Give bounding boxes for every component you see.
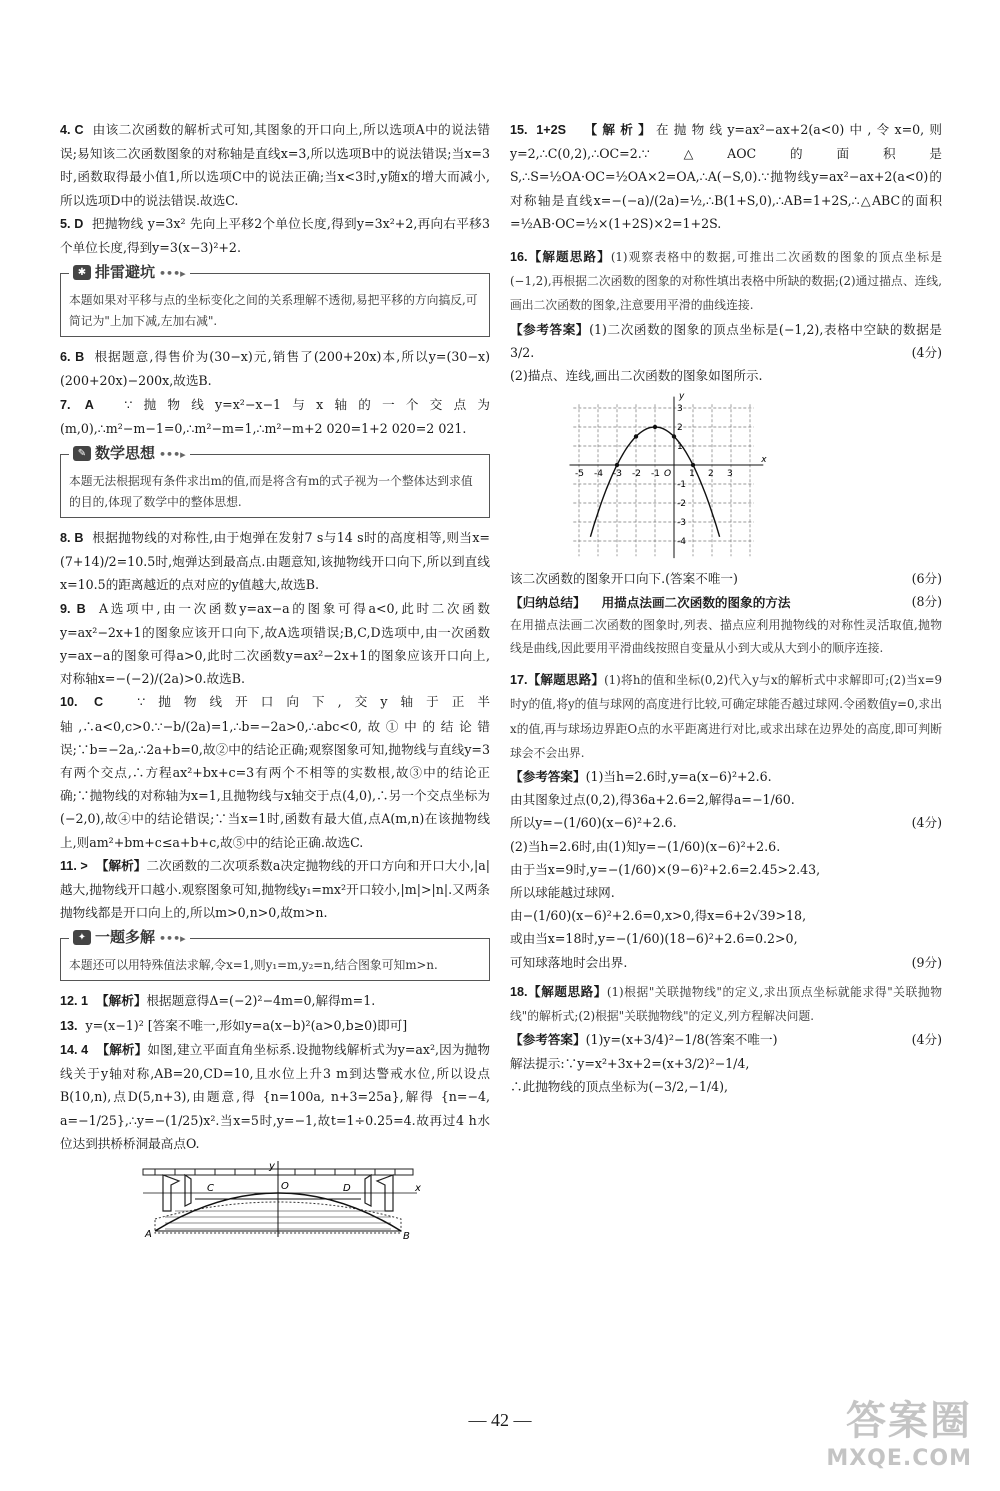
answer-q17-line2: 由其图象过点(0,2),得36a+2.6=2,解得a=−1/60. [510, 792, 795, 808]
left-column [60, 118, 490, 1243]
tip-box-pitfall: ✱ 排雷避坑 •••▸ 本题如果对平移与点的坐标变化之间的关系理解不透彻,易把平移的方向搞反,可简记为"上加下减,左加右减". [60, 273, 490, 337]
bomb-icon: ✱ [73, 265, 91, 280]
plot-point [653, 425, 657, 429]
x-tick-label: -1 [651, 469, 660, 480]
answer-q17-line8: 或由当x=18时,y=−(1/60)(18−6)²+2.6=0.2>0, [510, 931, 798, 947]
answer-q6: 6. B 根据题意,得售价为(30−x)元,销售了(200+20x)本,所以y=(30−x)(200+20x)−200x,故选B. [60, 349, 490, 389]
label-b: B [403, 1230, 410, 1242]
right-column [510, 118, 942, 1098]
tip-box-multiple-solutions: ✦ 一题多解 •••▸ 本题还可以用特殊值法求解,令x=1,则y₁=m,y₂=n,结合图象可知m>n. [60, 938, 490, 981]
plot-point [672, 435, 676, 439]
answer-q16-1: 【参考答案】(1)二次函数的图象的顶点坐标是(−1,2),表格中空缺的数据是 3/2. (4分) [510, 318, 942, 364]
x-tick-label: -3 [613, 469, 622, 480]
label-d: D [343, 1182, 351, 1194]
y-tick-label: 1 [677, 442, 683, 453]
answer-q17-line5: 由于当x=9时,y=−(1/60)×(9−6)²+2.6=2.45>2.43, [510, 861, 821, 877]
brain-icon: ✎ [73, 446, 91, 461]
x-tick-label: 2 [708, 469, 714, 480]
answer-q17-idea: 17.【解题思路】(1)将h的值和坐标(0,2)代入y与x的解析式中求解即可;(2)当x=9时y的值,将y的值与球网的高度进行比较,可确定球能否越过球网.令函数值y=0,求出x的值,再与球场边界距O点的水平距离进行对比,或求出球在边界处的高度,即可判断球会不会出界. [510, 672, 943, 760]
answer-q10: 10. C ∵抛物线开口向下,交y轴于正半轴,∴a<0,c>0.∵−b/(2a)=1,∴b=−2a>0,∴abc<0,故①中的结论错误;∵b=−2a,∴2a+b=0,故②中的结论正确;观察图象可知,抛物线与直线y=3有两个交点,∴方程ax²+bx+c=3有两个不相等的实数根,故③中的结论正确;∵抛物线的对称轴为x=1,且抛物线与x轴交于点(4,0),∴另一个交点坐标为(−2,0),故④中的结论错误;∵当x=1时,函数有最大值,点A(m,n)在该抛物线上,则am²+bm+c≤a+b+c,故⑤中的结论正确.故选C. [60, 694, 490, 850]
x-tick-label: 3 [727, 469, 733, 480]
answer-q5: 5. D 把抛物线 y=3x² 先向上平移2个单位长度,得到y=3x²+2,再向右平移3个单位长度,得到y=3(x−3)²+2. [60, 215, 490, 256]
answer-q4: 4. C 由该二次函数的解析式可知,其图象的开口向上,所以选项A中的说法错误;易知该二次函数图象的对称轴是直线x=3,所以选项B中的说法错误;当x=3时,函数取得最小值1,所以选项C中的说法正确;当x<3时,y随x的增大而减小,所以选项D中的说法错误.故选C. [60, 122, 490, 208]
x-tick-label: -2 [632, 469, 641, 480]
label-c: C [207, 1182, 214, 1194]
y-tick-label: -2 [677, 499, 686, 510]
x-tick-label: -5 [575, 469, 584, 480]
answer-q18-1: 【参考答案】(1)y=(x+3/4)²−1/8(答案不唯一) (4分) [510, 1028, 942, 1051]
score: (9分) [911, 954, 942, 970]
score: (6分) [911, 571, 942, 587]
answer-q13: 13. y=(x−1)² [答案不唯一,形如y=a(x−b)²(a>0,b≥0)即可] [60, 1017, 408, 1033]
answer-q15: 15. 1+2S 【解析】在抛物线y=ax²−ax+2(a<0)中,令x=0,则y=2,∴C(0,2),∴OC=2.∵△AOC的面积是S,∴S=½OA·OC=½OA×2=OA,∴A(−S,0).∵抛物线y=ax²−ax+2(a<0)的对称轴是直线x=−(−a)/(2a)=½,∴B(1+S,0),∴AB=1+2S,∴△ABC的面积=½AB·OC=½×(1+2S)×2=1+2S. [510, 122, 942, 231]
answer-q9: 9. B A选项中,由一次函数y=ax−a的图象可得a<0,此时二次函数y=ax²−2x+1的图象应该开口向下,故A选项错误;B,C,D选项中,由一次函数y=ax−a的图象可得a>0,此时二次函数y=ax²−2x+1的图象应该开口向上,对称轴x=−(−2)/(2a)>0.故选B. [60, 600, 490, 687]
label-a: A [145, 1228, 152, 1240]
plot-point [615, 463, 619, 467]
score: (8分) [911, 594, 942, 610]
tip-box-math-thinking: ✎ 数学思想 •••▸ 本题无法根据现有条件求出m的值,而是将含有m的式子视为一个整体达到求值的目的,体现了数学中的整体思想. [60, 454, 490, 518]
page-number: — 42 — [468, 1410, 532, 1430]
bridge-diagram [135, 1161, 425, 1243]
origin-label: O [664, 469, 672, 480]
answer-q18-2: 解法提示:∵y=x²+3x+2=(x+3/2)²−1/4, [510, 1055, 750, 1071]
plot-point [634, 435, 638, 439]
x-tick-label: 1 [689, 469, 695, 480]
dots-icon: •••▸ [159, 932, 186, 946]
summary-heading: 【归纳总结】 用描点法画二次函数的图象的方法 [510, 594, 791, 610]
plot-point [691, 463, 695, 467]
answer-q12: 12. 1 【解析】根据题意得Δ=(−2)²−4m=0,解得m=1. [60, 993, 376, 1009]
answer-q17-line1: 【参考答案】(1)当h=2.6时,y=a(x−6)²+2.6. [510, 769, 772, 785]
y-axis-label: y [679, 393, 685, 402]
answer-q11: 11. > 【解析】二次函数的二次项系数a决定抛物线的开口方向和开口大小,|a|越大,抛物线开口越小.观察图象可知,抛物线y₁=mx²开口较小,|m|>|n|.又两条抛物线都是开口向上的,所以m>0,n>0,故m>n. [60, 857, 490, 921]
y-tick-label: -1 [677, 480, 686, 491]
summary-text: 在用描点法画二次函数的图象时,列表、描点应利用抛物线的对称性灵活取值,抛物线是曲线,因此要用平滑曲线按照自变量从小到大或从大到小的顺序连接. [510, 617, 942, 656]
dots-icon: •••▸ [159, 267, 186, 281]
answer-q17-line7: 由−(1/60)(x−6)²+2.6=0,x>0,得x=6+2√39>18, [510, 908, 807, 924]
answer-q17-line4: (2)当h=2.6时,由(1)知y=−(1/60)(x−6)²+2.6. [510, 838, 781, 854]
watermark-logo: 答案圈 MXQE.COM [826, 1398, 972, 1471]
y-tick-label: 3 [677, 404, 683, 415]
label-y: y [269, 1160, 275, 1172]
answer-q16-idea: 16.【解题思路】(1)观察表格中的数据,可推出二次函数的图象的顶点坐标是(−1,2),再根据二次函数的图象的对称性填出表格中所缺的数据;(2)通过描点、连线,画出二次函数的图象,注意要用平滑的曲线连接. [510, 249, 942, 313]
answer-q16-3: 该二次函数的图象开口向下.(答案不唯一) (6分) [510, 567, 942, 590]
answer-q17-line9: 可知球落地时会出界. (9分) [510, 951, 942, 974]
answer-q16-2: (2)描点、连线,画出二次函数的图象如图所示. [510, 368, 763, 384]
y-tick-label: 2 [677, 423, 683, 434]
answer-q18-idea: 18.【解题思路】(1)根据"关联抛物线"的定义,求出顶点坐标就能求得"关联抛物线"的解析式;(2)根据"关联抛物线"的定义,列方程解决问题. [510, 983, 942, 1024]
dots-icon: •••▸ [159, 448, 186, 462]
label-x: x [415, 1182, 421, 1194]
score: (4分) [911, 815, 942, 831]
score: (4分) [911, 344, 942, 360]
x-axis-label: x [761, 455, 767, 466]
y-tick-label: -3 [677, 518, 686, 529]
lightbulb-icon: ✦ [73, 930, 91, 945]
score: (4分) [911, 1032, 942, 1048]
y-tick-label: -4 [677, 537, 686, 548]
answer-q8: 8. B 根据抛物线的对称性,由于炮弹在发射7 s与14 s时的高度相等,则当x=(7+14)/2=10.5时,炮弹达到最高点.由题意知,该抛物线开口向下,所以到直线x=10.5的距离越近的点对应的y值越大,故选B. [60, 530, 490, 593]
x-tick-label: -4 [594, 469, 603, 480]
answer-q18-3: ∴此抛物线的顶点坐标为(−3/2,−1/4), [510, 1078, 729, 1094]
answer-q7: 7. A ∵抛物线y=x²−x−1与x轴的一个交点为(m,0),∴m²−m−1=0,∴m²−m=1,∴m²−m+2 020=1+2 020=2 021. [60, 396, 490, 436]
answer-q14: 14. 4 【解析】如图,建立平面直角坐标系.设抛物线解析式为y=ax²,因为抛物线关于y轴对称,AB=20,CD=10,且水位上升3 m到达警戒水位,所以设点B(10,n),点D(5,n+3),由题意,得 {n=100a, n+3=25a},解得 {n=−4, a=−1/25},∴y=−(1/25)x².当x=5时,y=−1,故t=1÷0.25=4.故再过4 h水位达到拱桥桥洞最高点O. [60, 1041, 490, 1151]
answer-q17-line3: 所以y=−(1/60)(x−6)²+2.6. (4分) [510, 811, 942, 834]
answer-q17-line6: 所以球能越过球网. [510, 885, 615, 901]
label-o: O [281, 1180, 289, 1192]
parabola-graph [562, 393, 782, 563]
